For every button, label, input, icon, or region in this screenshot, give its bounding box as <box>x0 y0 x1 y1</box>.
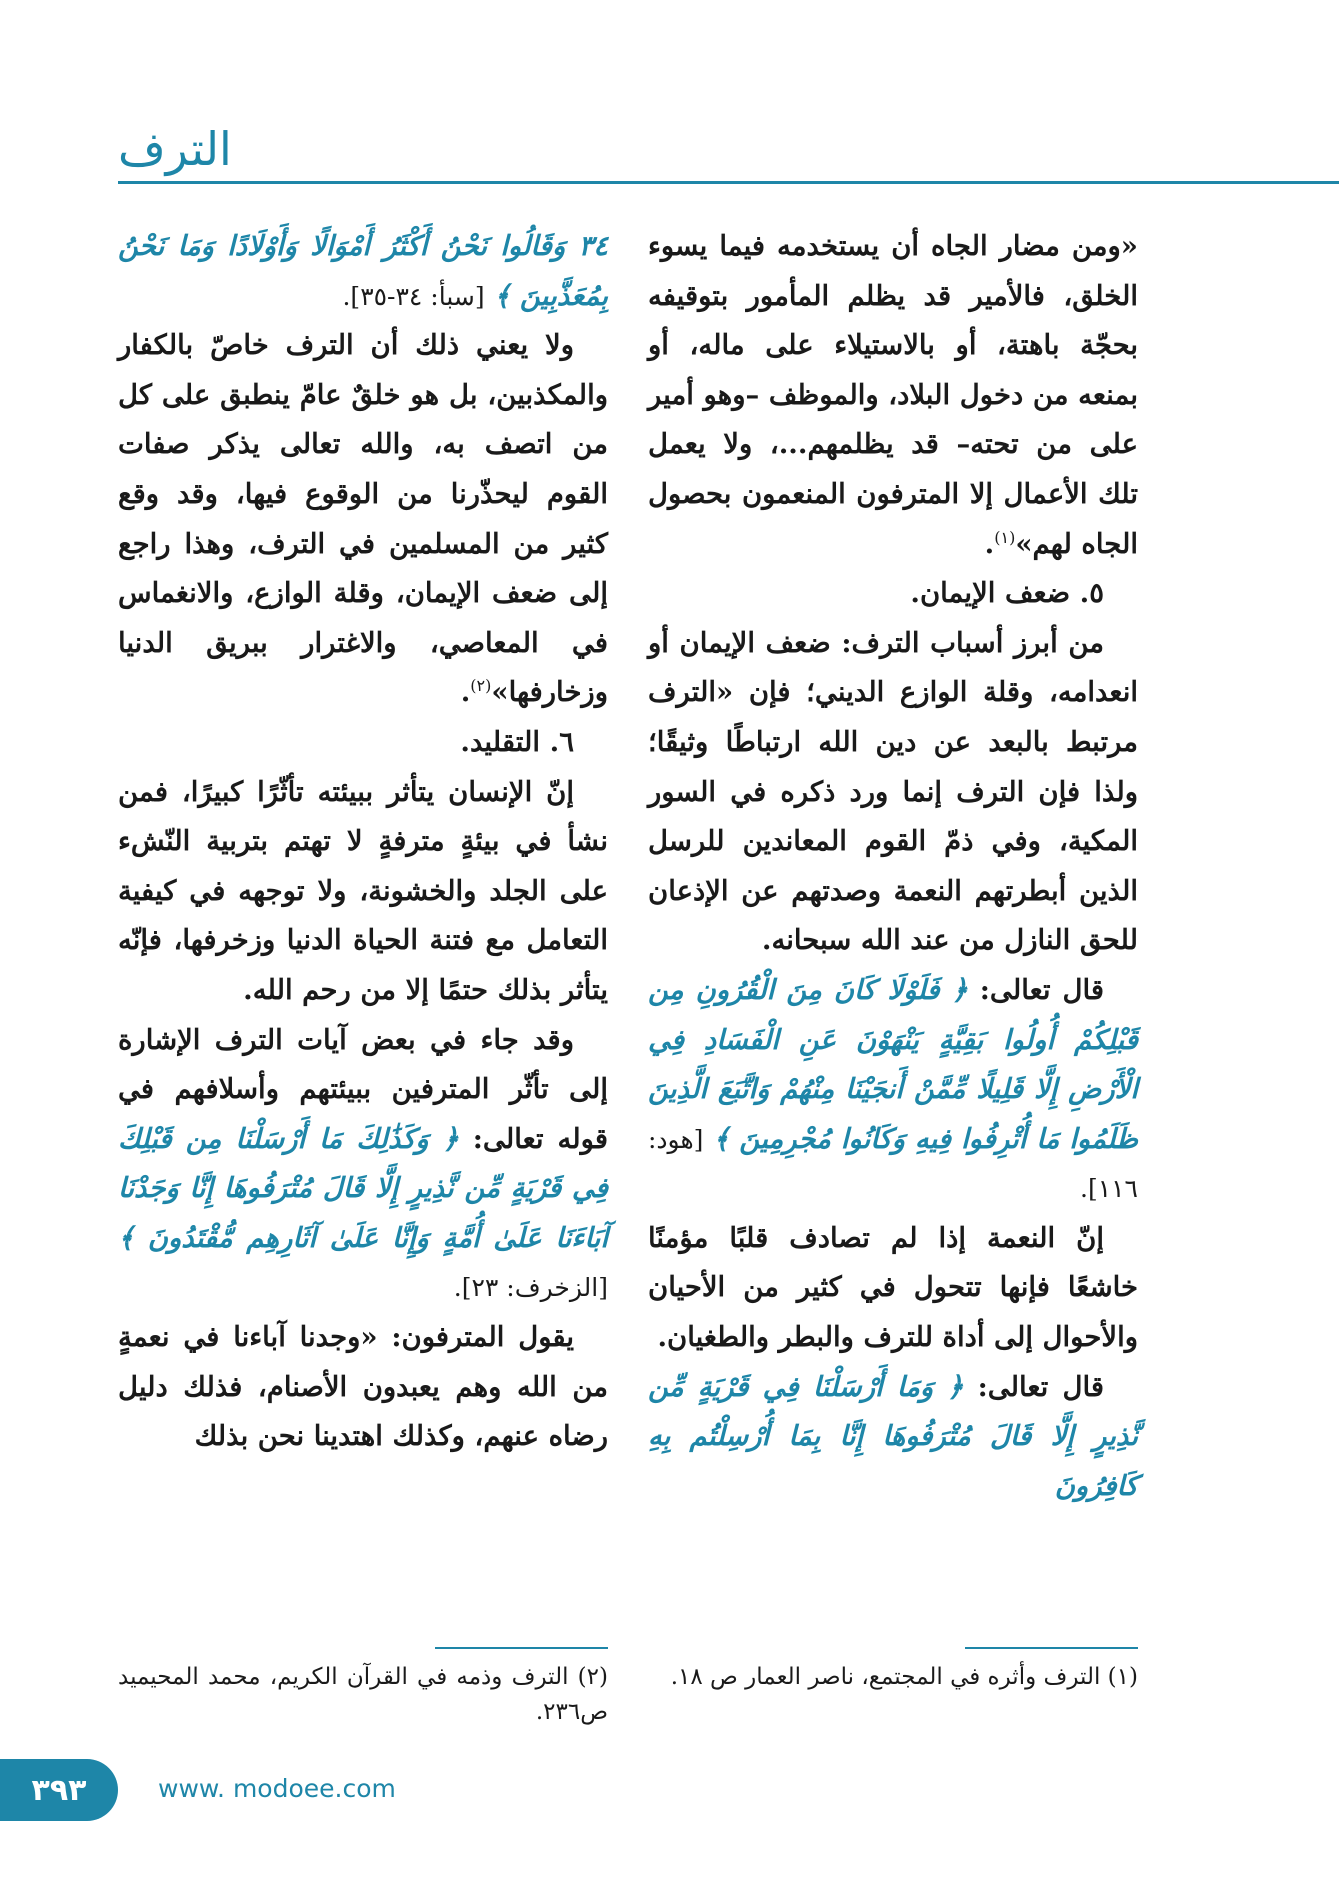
quran-citation: قال تعالى: ﴿ فَلَوْلَا كَانَ مِنَ الْقُرُونِ مِن قَبْلِكُمْ أُولُوا بَقِيَّةٍ يَنْهَوْنَ عَنِ الْفَسَادِ فِي الْأَرْضِ إِلَّا قَلِيلًا مِّمَّنْ أَنجَيْنَا مِنْهُمْ وَاتَّبَعَ الَّذِينَ ظَلَمُوا مَا أُتْرِفُوا فِيهِ وَكَانُوا مُجْرِمِينَ ﴾ [هود: ١١٦]. <box>648 973 1138 1204</box>
paragraph: من أبرز أسباب الترف: ضعف الإيمان أو انعدامه، وقلة الوازع الديني؛ فإن «الترف مرتبط بالبعد عن دين الله ارتباطًا وثيقًا؛ ولذا فإن الترف إنما ورد ذكره في السور المكية، وفي ذمّ القوم المعاندين للرسل الذين أبطرتهم النعمة وصدتهم عن الإذعان للحق النازل من عند الله سبحانه. <box>648 626 1138 957</box>
page-title: الترف <box>118 122 232 176</box>
paragraph: ولا يعني ذلك أن الترف خاصّ بالكفار والمكذبين، بل هو خلقٌ عامّ ينطبق على كل من اتصف به، والله تعالى يذكر صفات القوم ليحذّرنا من الوقوع فيها، وقد وقع كثير من المسلمين في الترف، وهذا راجع إلى ضعف الإيمان، وقلة الوازع، والانغماس في المعاصي، والاغترار ببريق الدنيا وزخارفها»$^{(٢)}$. <box>118 329 608 709</box>
verse-reference: [هود: ١١٦]. <box>648 1124 1138 1204</box>
page-number: ٣٩٣ <box>0 1759 118 1821</box>
left-column <box>118 222 608 1462</box>
paragraph: يقول المترفون: «وجدنا آباءنا في نعمةٍ من الله وهم يعبدون الأصنام، فذلك دليل رضاه عنهم، وكذلك اهتدينا نحن بذلك <box>118 1321 608 1453</box>
website-link[interactable]: www. modoee.com <box>158 1774 396 1803</box>
quran-citation: قال تعالى: ﴿ وَمَا أَرْسَلْنَا فِي قَرْيَةٍ مِّن نَّذِيرٍ إِلَّا قَالَ مُتْرَفُوهَا إِنَّا بِمَا أُرْسِلْتُم بِهِ كَافِرُونَ <box>648 1370 1138 1502</box>
verse-reference: [الزخرف: ٢٣]. <box>453 1273 608 1303</box>
footnote-ref-1[interactable]: (١) <box>994 527 1016 547</box>
quran-verse: ٣٤ وَقَالُوا نَحْنُ أَكْثَرُ أَمْوَالًا وَأَوْلَادًا وَمَا نَحْنُ بِمُعَذَّبِينَ ﴾ <box>118 230 608 312</box>
quran-citation: وقد جاء في بعض آيات الترف الإشارة إلى تأثّر المترفين ببيئتهم وأسلافهم في قوله تعالى: ﴿ وَكَذَٰلِكَ مَا أَرْسَلْنَا مِن قَبْلِكَ فِي قَرْيَةٍ مِّن نَّذِيرٍ إِلَّا قَالَ مُتْرَفُوهَا إِنَّا وَجَدْنَا آبَاءَنَا عَلَىٰ أُمَّةٍ وَإِنَّا عَلَىٰ آثَارِهِم مُّقْتَدُونَ ﴾ [الزخرف: ٢٣]. <box>118 1023 608 1303</box>
quran-verse: ﴿ وَكَذَٰلِكَ مَا أَرْسَلْنَا مِن قَبْلِكَ فِي قَرْيَةٍ مِّن نَّذِيرٍ إِلَّا قَالَ مُتْرَفُوهَا إِنَّا وَجَدْنَا آبَاءَنَا عَلَىٰ أُمَّةٍ وَإِنَّا عَلَىٰ آثَارِهِم مُّقْتَدُونَ ﴾ <box>118 1122 608 1254</box>
section-heading-5: ٥. ضعف الإيمان. <box>910 577 1104 610</box>
paragraph: إنّ الإنسان يتأثر ببيئته تأثّرًا كبيرًا، فمن نشأ في بيئةٍ مترفةٍ لا تهتم بتربية النّشء على الجلد والخشونة، ولا توجهه في كيفية التعامل مع فتنة الحياة الدنيا وزخرفها، فإنّه يتأثر بذلك حتمًا إلا من رحم الله. <box>118 775 608 1006</box>
verse-reference: [سبأ: ٣٤-٣٥]. <box>342 281 485 311</box>
section-heading-6: ٦. التقليد. <box>460 725 574 758</box>
quran-verse: ﴿ فَلَوْلَا كَانَ مِنَ الْقُرُونِ مِن قَبْلِكُمْ أُولُوا بَقِيَّةٍ يَنْهَوْنَ عَنِ الْفَسَادِ فِي الْأَرْضِ إِلَّا قَلِيلًا مِّمَّنْ أَنجَيْنَا مِنْهُمْ وَاتَّبَعَ الَّذِينَ ظَلَمُوا مَا أُتْرِفُوا فِيهِ وَكَانُوا مُجْرِمِينَ ﴾ <box>648 973 1138 1155</box>
header-divider <box>118 181 1339 184</box>
footnote-1: (١) الترف وأثره في المجتمع، ناصر العمار ص ١٨. <box>670 1664 1138 1690</box>
footnote-divider <box>965 1647 1138 1649</box>
right-column <box>648 222 1138 1511</box>
paragraph: إنّ النعمة إذا لم تصادف قلبًا مؤمنًا خاشعًا فإنها تتحول في كثير من الأحيان والأحوال إلى أداة للترف والبطر والطغيان. <box>648 1221 1138 1354</box>
footnote-divider <box>435 1647 608 1649</box>
footnote-2: (٢) الترف وذمه في القرآن الكريم، محمد المحيميد ص٢٣٦. <box>118 1664 608 1725</box>
quran-verse: ﴿ وَمَا أَرْسَلْنَا فِي قَرْيَةٍ مِّن نَّذِيرٍ إِلَّا قَالَ مُتْرَفُوهَا إِنَّا بِمَا أُرْسِلْتُم بِهِ كَافِرُونَ <box>648 1370 1138 1502</box>
footnote-ref-2[interactable]: (٢) <box>470 676 492 696</box>
paragraph: «ومن مضار الجاه أن يستخدمه فيما يسوء الخلق، فالأمير قد يظلم المأمور بتوقيفه بحجّة باهتة، أو بالاستيلاء على ماله، أو بمنعه من دخول البلاد، والموظف –وهو أمير على من تحته– قد يظلمهم...، ولا يعمل تلك الأعمال إلا المترفون المنعمون بحصول الجاه لهم»$^{(١)}$. <box>648 230 1138 560</box>
quran-citation <box>118 222 608 321</box>
